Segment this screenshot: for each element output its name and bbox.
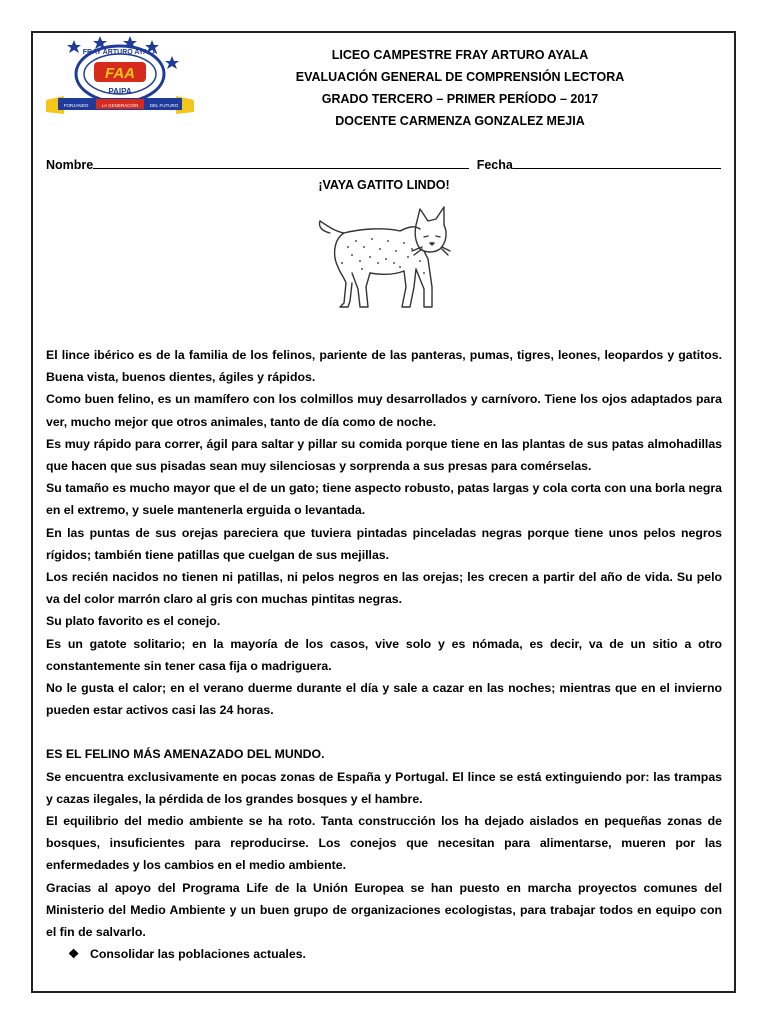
paragraph: Su tamaño es mucho mayor que el de un gato; tiene aspecto robusto, patas largas y cola corta con una borla negra en el extremo, y suele mantenerla erguida o levantada. [46,481,722,518]
evaluation-title: EVALUACIÓN GENERAL DE COMPRENSIÓN LECTORA [295,70,625,84]
date-label: Fecha [476,158,513,172]
logo-town-text: PAIPA [108,87,132,96]
paragraph: Es un gatote solitario; en la mayoría de los casos, vive solo y es nómada, es decir, va de un sitio a otro constantemente sin tener casa fija o madriguera. [46,636,722,673]
section-heading: ES EL FELINO MÁS AMENAZADO DEL MUNDO. [46,747,325,762]
name-label: Nombre [46,158,94,172]
reading-body [46,344,722,965]
paragraph: Se encuentra exclusivamente en pocas zonas de España y Portugal. El lince se está extinguiendo por: las trampas y cazas ilegales, la pérdida de los grandes bosques y el hambre. [46,769,722,806]
paragraph: Como buen felino, es un mamífero con los colmillos muy desarrollados y carnívoro. Tiene los ojos adaptados para ver, mucho mejor que otros animales, tanto de día como de noche. [46,392,722,429]
logo-banner-right: DEL FUTURO [149,103,179,108]
date-field-line[interactable] [513,157,721,169]
paragraph: El lince ibérico es de la familia de los felinos, pariente de las panteras, pumas, tigres, leones, leopardos y gatitos. Buena vista, buenos dientes, ágiles y rápidos. [46,348,722,385]
reading-title: ¡VAYA GATITO LINDO! [318,178,450,192]
bullet-item [46,943,722,965]
grade-period: GRADO TERCERO – PRIMER PERÍODO – 2017 [321,92,599,106]
name-date-row [46,157,726,172]
paragraph: Los recién nacidos no tienen ni patillas, ni pelos negros en las orejas; les crecen a partir del año de vida. Su pelo va del color marrón claro al gris con muchas pintitas negras. [46,570,722,607]
logo-center-text: FAA [105,65,135,82]
teacher-name: DOCENTE CARMENZA GONZALEZ MEJIA [335,114,585,128]
logo-arc-text: FRAY ARTURO AYALA [82,49,158,56]
paragraph: Gracias al apoyo del Programa Life de la Unión Europea se han puesto en marcha proyectos comunes del Ministerio del Medio Ambiente y un buen grupo de organizaciones ecologistas, para trabajar todos en equipo con el fin de salvarlo. [46,880,722,940]
school-name: LICEO CAMPESTRE FRAY ARTURO AYALA [331,48,589,62]
name-field-line[interactable] [93,157,469,169]
paragraph: En las puntas de sus orejas pareciera que tuviera pintadas pinceladas negras porque tiene unos pelos negros rígidos; también tiene patillas que cuelgan de sus mejillas. [46,525,722,562]
lynx-drawing-icon [312,203,454,321]
paragraph: El equilibrio del medio ambiente se ha roto. Tanta construcción los ha dejado aislados en pequeñas zonas de bosques, insuficientes para reproducirse. Los conejos que necesitan para alimentarse, mueren por las enfermedades y los cambios en el medio ambiente. [46,814,722,873]
paragraph: Su plato favorito es el conejo. [46,614,221,629]
paragraph: Es muy rápido para correr, ágil para saltar y pillar su comida porque tiene en las plantas de sus patas almohadillas que hacen que sus pisadas sean muy silenciosas y sorprenda a sus presas para comérselas. [46,436,722,474]
star-icon [165,56,179,69]
paragraph: No le gusta el calor; en el verano duerme durante el día y sale a cazar en las noches; mientras que en el invierno pueden estar activos casi las 24 horas. [46,681,722,718]
logo-banner-mid: LA GENERACIÓN [101,103,139,108]
star-icon [67,40,81,53]
school-logo [44,34,196,116]
diamond-bullet-icon: ❖ [68,947,80,962]
document-header [250,44,670,132]
bullet-text: Consolidar las poblaciones actuales. [90,947,306,962]
logo-banner-left: FORJANDO [63,103,89,108]
